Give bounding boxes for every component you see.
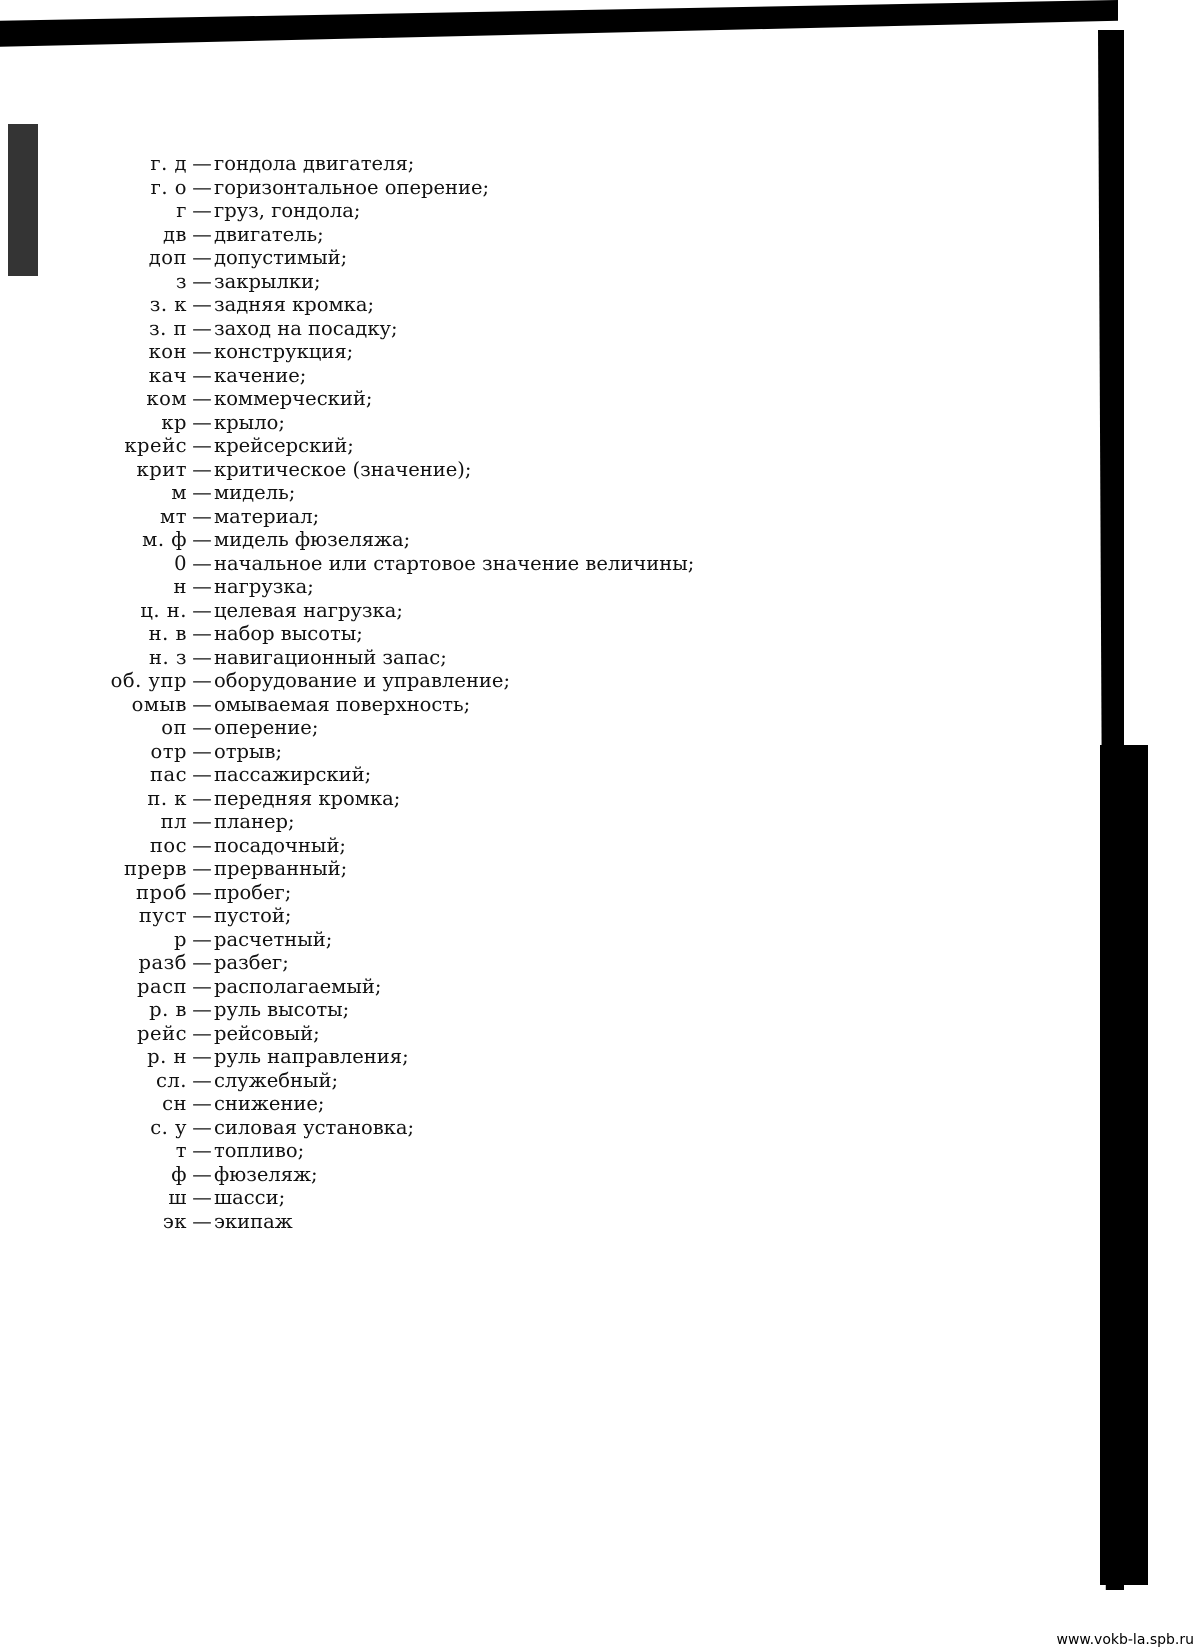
abbreviation-key: з bbox=[175, 269, 187, 293]
abbreviation-dash: — bbox=[192, 1021, 212, 1045]
abbreviation-row bbox=[0, 599, 1000, 623]
abbreviation-definition: располагаемый; bbox=[214, 974, 382, 998]
abbreviation-row bbox=[0, 552, 1000, 576]
abbreviation-row bbox=[0, 975, 1000, 999]
abbreviation-definition: критическое (значение); bbox=[214, 457, 472, 481]
abbreviation-key: н. з bbox=[148, 645, 187, 669]
abbreviation-row bbox=[0, 1092, 1000, 1116]
abbreviation-dash: — bbox=[192, 481, 212, 504]
abbreviation-definition: двигатель; bbox=[214, 222, 324, 246]
abbreviation-definition: мидель; bbox=[214, 481, 296, 504]
abbreviation-dash: — bbox=[192, 316, 212, 340]
abbreviation-dash: — bbox=[192, 1209, 212, 1233]
abbreviation-row bbox=[0, 998, 1000, 1022]
abbreviation-row bbox=[0, 693, 1000, 717]
abbreviation-row bbox=[0, 669, 1000, 693]
abbreviation-list bbox=[0, 152, 1000, 1233]
abbreviation-row bbox=[0, 1045, 1000, 1069]
abbreviation-dash: — bbox=[192, 434, 212, 457]
abbreviation-key: пл bbox=[160, 810, 187, 833]
abbreviation-key: крейс bbox=[124, 434, 187, 457]
abbreviation-dash: — bbox=[192, 645, 212, 669]
abbreviation-row bbox=[0, 152, 1000, 176]
abbreviation-dash: — bbox=[192, 927, 212, 951]
abbreviation-definition: горизонтальное оперение; bbox=[214, 175, 490, 199]
abbreviation-dash: — bbox=[192, 1186, 212, 1209]
abbreviation-dash: — bbox=[192, 786, 212, 810]
abbreviation-dash: — bbox=[192, 551, 212, 575]
abbreviation-key: ш bbox=[168, 1186, 187, 1209]
abbreviation-dash: — bbox=[192, 1092, 212, 1115]
abbreviation-dash: — bbox=[192, 1162, 212, 1186]
abbreviation-key: кач bbox=[148, 363, 187, 387]
abbreviation-key: ф bbox=[171, 1162, 187, 1186]
abbreviation-definition: планер; bbox=[214, 810, 295, 833]
abbreviation-row bbox=[0, 411, 1000, 435]
abbreviation-definition: груз, гондола; bbox=[214, 199, 361, 222]
abbreviation-dash: — bbox=[192, 246, 212, 269]
abbreviation-row bbox=[0, 434, 1000, 458]
abbreviation-row bbox=[0, 199, 1000, 223]
abbreviation-definition: руль направления; bbox=[214, 1045, 409, 1068]
abbreviation-key: кр bbox=[161, 410, 187, 434]
abbreviation-row bbox=[0, 787, 1000, 811]
scan-border-right-lower bbox=[1100, 745, 1148, 1585]
abbreviation-definition: задняя кромка; bbox=[214, 293, 375, 316]
abbreviation-dash: — bbox=[192, 1115, 212, 1139]
abbreviation-row bbox=[0, 763, 1000, 787]
abbreviation-row bbox=[0, 810, 1000, 834]
abbreviation-row bbox=[0, 834, 1000, 858]
abbreviation-dash: — bbox=[192, 269, 212, 293]
abbreviation-key: ц. н. bbox=[140, 598, 187, 622]
abbreviation-key: оп bbox=[161, 716, 187, 739]
abbreviation-key: проб bbox=[136, 880, 187, 904]
abbreviation-row bbox=[0, 646, 1000, 670]
abbreviation-definition: отрыв; bbox=[214, 739, 283, 763]
abbreviation-dash: — bbox=[192, 692, 212, 716]
abbreviation-dash: — bbox=[192, 974, 212, 998]
abbreviation-definition: оперение; bbox=[214, 716, 319, 739]
abbreviation-key: п. к bbox=[147, 786, 187, 810]
abbreviation-row bbox=[0, 928, 1000, 952]
abbreviation-dash: — bbox=[192, 528, 212, 551]
abbreviation-row bbox=[0, 340, 1000, 364]
abbreviation-key: ком bbox=[146, 387, 187, 410]
abbreviation-definition: пассажирский; bbox=[214, 763, 372, 786]
abbreviation-row bbox=[0, 223, 1000, 247]
abbreviation-key: г. д bbox=[150, 152, 187, 175]
abbreviation-dash: — bbox=[192, 1068, 212, 1092]
abbreviation-definition: экипаж bbox=[214, 1209, 293, 1233]
abbreviation-row bbox=[0, 740, 1000, 764]
abbreviation-definition: топливо; bbox=[214, 1139, 305, 1162]
abbreviation-dash: — bbox=[192, 575, 212, 598]
abbreviation-row bbox=[0, 1139, 1000, 1163]
abbreviation-dash: — bbox=[192, 622, 212, 645]
abbreviation-key: прерв bbox=[124, 857, 187, 880]
abbreviation-row bbox=[0, 1163, 1000, 1187]
abbreviation-dash: — bbox=[192, 951, 212, 974]
abbreviation-row bbox=[0, 1186, 1000, 1210]
site-watermark: www.vokb-la.spb.ru bbox=[1056, 1632, 1194, 1648]
abbreviation-key: р. н bbox=[147, 1045, 187, 1068]
abbreviation-key: расп bbox=[136, 974, 187, 998]
abbreviation-row bbox=[0, 293, 1000, 317]
abbreviation-row bbox=[0, 317, 1000, 341]
abbreviation-key: н. в bbox=[148, 622, 187, 645]
abbreviation-dash: — bbox=[192, 669, 212, 692]
abbreviation-key: г bbox=[176, 199, 187, 222]
abbreviation-key: т bbox=[175, 1139, 187, 1162]
abbreviation-key: с. у bbox=[150, 1115, 187, 1139]
abbreviation-key: сл. bbox=[155, 1068, 187, 1092]
abbreviation-key: пас bbox=[149, 763, 187, 786]
abbreviation-row bbox=[0, 857, 1000, 881]
abbreviation-definition: силовая установка; bbox=[214, 1115, 415, 1139]
abbreviation-dash: — bbox=[192, 387, 212, 410]
abbreviation-row bbox=[0, 1069, 1000, 1093]
abbreviation-dash: — bbox=[192, 598, 212, 622]
abbreviation-definition: разбег; bbox=[214, 951, 289, 974]
abbreviation-dash: — bbox=[192, 199, 212, 222]
abbreviation-key: доп bbox=[148, 246, 187, 269]
abbreviation-definition: крейсерский; bbox=[214, 434, 354, 457]
abbreviation-row bbox=[0, 458, 1000, 482]
abbreviation-row bbox=[0, 176, 1000, 200]
abbreviation-definition: руль высоты; bbox=[214, 998, 350, 1021]
abbreviation-row bbox=[0, 246, 1000, 270]
abbreviation-definition: оборудование и управление; bbox=[214, 669, 511, 692]
abbreviation-definition: служебный; bbox=[214, 1068, 339, 1092]
abbreviation-key: мт bbox=[160, 504, 187, 528]
abbreviation-key: отр bbox=[150, 739, 187, 763]
abbreviation-key: м. ф bbox=[142, 528, 187, 551]
abbreviation-row bbox=[0, 575, 1000, 599]
abbreviation-row bbox=[0, 1210, 1000, 1234]
abbreviation-dash: — bbox=[192, 739, 212, 763]
abbreviation-dash: — bbox=[192, 293, 212, 316]
abbreviation-definition: навигационный запас; bbox=[214, 645, 447, 669]
abbreviation-dash: — bbox=[192, 410, 212, 434]
abbreviation-row bbox=[0, 387, 1000, 411]
abbreviation-definition: материал; bbox=[214, 504, 320, 528]
abbreviation-row bbox=[0, 716, 1000, 740]
abbreviation-definition: качение; bbox=[214, 363, 307, 387]
abbreviation-definition: закрылки; bbox=[214, 269, 321, 293]
abbreviation-definition: расчетный; bbox=[214, 927, 333, 951]
abbreviation-definition: мидель фюзеляжа; bbox=[214, 528, 411, 551]
abbreviation-row bbox=[0, 881, 1000, 905]
abbreviation-definition: посадочный; bbox=[214, 833, 347, 857]
abbreviation-row bbox=[0, 622, 1000, 646]
abbreviation-key: рейс bbox=[137, 1021, 187, 1045]
abbreviation-dash: — bbox=[192, 340, 212, 363]
abbreviation-definition: коммерческий; bbox=[214, 387, 373, 410]
abbreviation-row bbox=[0, 951, 1000, 975]
abbreviation-key: з. п bbox=[148, 316, 187, 340]
abbreviation-row bbox=[0, 364, 1000, 388]
abbreviation-definition: омываемая поверхность; bbox=[214, 692, 471, 716]
abbreviation-definition: целевая нагрузка; bbox=[214, 598, 403, 622]
abbreviation-row bbox=[0, 270, 1000, 294]
abbreviation-key: дв bbox=[163, 222, 187, 246]
abbreviation-key: м bbox=[171, 481, 187, 504]
abbreviation-row bbox=[0, 1022, 1000, 1046]
abbreviation-key: пуст bbox=[138, 904, 187, 927]
abbreviation-key: сн bbox=[162, 1092, 187, 1115]
abbreviation-row bbox=[0, 481, 1000, 505]
abbreviation-dash: — bbox=[192, 833, 212, 857]
abbreviation-dash: — bbox=[192, 1139, 212, 1162]
abbreviation-definition: прерванный; bbox=[214, 857, 348, 880]
abbreviation-dash: — bbox=[192, 904, 212, 927]
abbreviation-definition: набор высоты; bbox=[214, 622, 363, 645]
abbreviation-definition: рейсовый; bbox=[214, 1021, 320, 1045]
abbreviation-row bbox=[0, 1116, 1000, 1140]
abbreviation-key: эк bbox=[162, 1209, 187, 1233]
abbreviation-definition: крыло; bbox=[214, 410, 285, 434]
abbreviation-dash: — bbox=[192, 152, 212, 175]
abbreviation-key: н bbox=[173, 575, 187, 598]
abbreviation-row bbox=[0, 505, 1000, 529]
abbreviation-key: омыв bbox=[131, 692, 187, 716]
abbreviation-key: 0 bbox=[174, 551, 187, 575]
abbreviation-dash: — bbox=[192, 363, 212, 387]
abbreviation-definition: пустой; bbox=[214, 904, 292, 927]
abbreviation-definition: конструкция; bbox=[214, 340, 354, 363]
abbreviation-dash: — bbox=[192, 175, 212, 199]
abbreviation-definition: пробег; bbox=[214, 880, 292, 904]
abbreviation-dash: — bbox=[192, 1045, 212, 1068]
abbreviation-key: г. о bbox=[150, 175, 187, 199]
abbreviation-definition: гондола двигателя; bbox=[214, 152, 415, 175]
abbreviation-definition: допустимый; bbox=[214, 246, 348, 269]
abbreviation-dash: — bbox=[192, 716, 212, 739]
abbreviation-key: р bbox=[174, 927, 187, 951]
abbreviation-key: з. к bbox=[149, 293, 187, 316]
abbreviation-dash: — bbox=[192, 857, 212, 880]
abbreviation-definition: шасси; bbox=[214, 1186, 286, 1209]
abbreviation-row bbox=[0, 528, 1000, 552]
abbreviation-key: кон bbox=[148, 340, 187, 363]
abbreviation-key: крит bbox=[136, 457, 187, 481]
abbreviation-definition: начальное или стартовое значение величины; bbox=[214, 551, 695, 575]
abbreviation-key: р. в bbox=[149, 998, 187, 1021]
abbreviation-dash: — bbox=[192, 504, 212, 528]
abbreviation-key: разб bbox=[138, 951, 187, 974]
abbreviation-dash: — bbox=[192, 998, 212, 1021]
abbreviation-definition: нагрузка; bbox=[214, 575, 314, 598]
abbreviation-dash: — bbox=[192, 457, 212, 481]
abbreviation-dash: — bbox=[192, 222, 212, 246]
abbreviation-row bbox=[0, 904, 1000, 928]
abbreviation-definition: передняя кромка; bbox=[214, 786, 401, 810]
abbreviation-dash: — bbox=[192, 763, 212, 786]
abbreviation-dash: — bbox=[192, 880, 212, 904]
abbreviation-key: об. упр bbox=[110, 669, 187, 692]
abbreviation-definition: фюзеляж; bbox=[214, 1162, 318, 1186]
abbreviation-definition: снижение; bbox=[214, 1092, 325, 1115]
scan-border-top bbox=[0, 0, 1118, 52]
abbreviation-dash: — bbox=[192, 810, 212, 833]
abbreviation-key: пос bbox=[149, 833, 187, 857]
abbreviation-definition: заход на посадку; bbox=[214, 316, 398, 340]
